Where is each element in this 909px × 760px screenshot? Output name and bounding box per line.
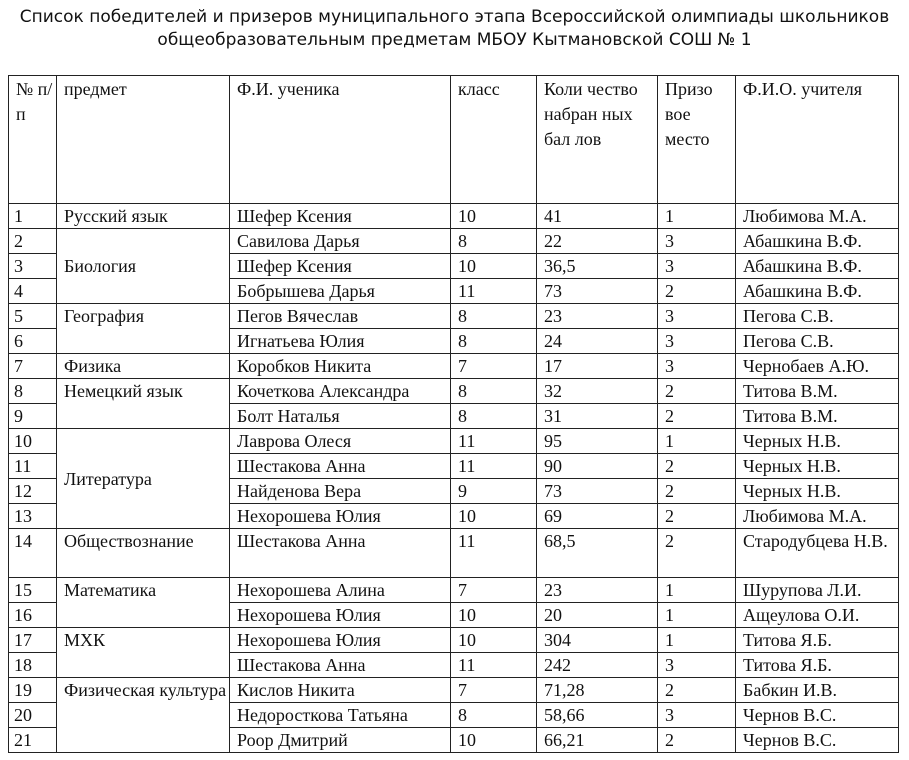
cell-place: 1 <box>658 578 736 603</box>
cell-place: 3 <box>658 229 736 254</box>
cell-student: Шестакова Анна <box>230 529 451 578</box>
cell-place: 3 <box>658 703 736 728</box>
cell-place: 2 <box>658 504 736 529</box>
cell-student: Игнатьева Юлия <box>230 329 451 354</box>
cell-grade: 8 <box>451 703 537 728</box>
cell-place: 1 <box>658 429 736 454</box>
cell-num: 21 <box>9 728 57 753</box>
cell-num: 2 <box>9 229 57 254</box>
cell-student: Роор Дмитрий <box>230 728 451 753</box>
cell-score: 73 <box>537 279 658 304</box>
table-row <box>9 229 899 254</box>
cell-score: 23 <box>537 304 658 329</box>
cell-grade: 10 <box>451 504 537 529</box>
table-header-row <box>9 76 899 204</box>
cell-teacher: Титова В.М. <box>736 404 899 429</box>
cell-num: 6 <box>9 329 57 354</box>
title-line-2: общеобразовательным предметам МБОУ Кытмановской СОШ № 1 <box>157 30 752 50</box>
cell-teacher: Стародубцева Н.В. <box>736 529 899 578</box>
cell-place: 3 <box>658 354 736 379</box>
cell-student: Шестакова Анна <box>230 454 451 479</box>
cell-grade: 11 <box>451 454 537 479</box>
cell-place: 3 <box>658 329 736 354</box>
cell-grade: 8 <box>451 329 537 354</box>
cell-num: 12 <box>9 479 57 504</box>
cell-student: Нехорошева Алина <box>230 578 451 603</box>
cell-student: Шефер Ксения <box>230 204 451 229</box>
cell-score: 69 <box>537 504 658 529</box>
cell-score: 36,5 <box>537 254 658 279</box>
cell-student: Недоросткова Татьяна <box>230 703 451 728</box>
cell-subject: Обществознание <box>57 529 230 578</box>
cell-grade: 11 <box>451 279 537 304</box>
header-student: Ф.И. ученика <box>230 76 451 204</box>
cell-num: 7 <box>9 354 57 379</box>
cell-subject: Литература <box>57 429 230 529</box>
cell-teacher: Пегова С.В. <box>736 304 899 329</box>
cell-student: Лаврова Олеся <box>230 429 451 454</box>
cell-subject: Математика <box>57 578 230 628</box>
cell-grade: 11 <box>451 529 537 578</box>
cell-student: Нехорошева Юлия <box>230 628 451 653</box>
cell-grade: 10 <box>451 254 537 279</box>
cell-grade: 10 <box>451 204 537 229</box>
cell-teacher: Пегова С.В. <box>736 329 899 354</box>
header-place: Призо вое место <box>658 76 736 204</box>
cell-score: 32 <box>537 379 658 404</box>
cell-student: Шефер Ксения <box>230 254 451 279</box>
cell-num: 18 <box>9 653 57 678</box>
cell-teacher: Чернов В.С. <box>736 728 899 753</box>
cell-teacher: Титова Я.Б. <box>736 653 899 678</box>
cell-num: 14 <box>9 529 57 578</box>
cell-num: 20 <box>9 703 57 728</box>
cell-subject: География <box>57 304 230 354</box>
cell-num: 9 <box>9 404 57 429</box>
cell-place: 3 <box>658 653 736 678</box>
cell-place: 2 <box>658 404 736 429</box>
cell-num: 4 <box>9 279 57 304</box>
cell-num: 8 <box>9 379 57 404</box>
cell-score: 23 <box>537 578 658 603</box>
cell-num: 13 <box>9 504 57 529</box>
document-title <box>0 6 909 52</box>
cell-student: Нехорошева Юлия <box>230 504 451 529</box>
cell-student: Коробков Никита <box>230 354 451 379</box>
cell-score: 22 <box>537 229 658 254</box>
cell-score: 90 <box>537 454 658 479</box>
table-row <box>9 304 899 329</box>
cell-num: 1 <box>9 204 57 229</box>
cell-student: Болт Наталья <box>230 404 451 429</box>
table-row <box>9 379 899 404</box>
cell-score: 31 <box>537 404 658 429</box>
cell-num: 11 <box>9 454 57 479</box>
cell-score: 95 <box>537 429 658 454</box>
cell-grade: 10 <box>451 728 537 753</box>
cell-teacher: Абашкина В.Ф. <box>736 229 899 254</box>
cell-place: 3 <box>658 304 736 329</box>
cell-score: 71,28 <box>537 678 658 703</box>
cell-grade: 9 <box>451 479 537 504</box>
cell-place: 1 <box>658 204 736 229</box>
cell-grade: 7 <box>451 678 537 703</box>
cell-subject: Физика <box>57 354 230 379</box>
cell-grade: 8 <box>451 304 537 329</box>
winners-table <box>8 75 899 753</box>
header-grade: класс <box>451 76 537 204</box>
cell-grade: 11 <box>451 429 537 454</box>
cell-subject: МХК <box>57 628 230 678</box>
cell-num: 19 <box>9 678 57 703</box>
cell-teacher: Черных Н.В. <box>736 479 899 504</box>
cell-score: 73 <box>537 479 658 504</box>
cell-place: 2 <box>658 379 736 404</box>
cell-place: 2 <box>658 728 736 753</box>
cell-score: 58,66 <box>537 703 658 728</box>
cell-score: 24 <box>537 329 658 354</box>
cell-num: 17 <box>9 628 57 653</box>
cell-teacher: Абашкина В.Ф. <box>736 254 899 279</box>
cell-num: 15 <box>9 578 57 603</box>
title-line-1: Список победителей и призеров муниципального этапа Всероссийской олимпиады школьников <box>19 7 890 27</box>
cell-place: 2 <box>658 529 736 578</box>
cell-score: 304 <box>537 628 658 653</box>
cell-teacher: Черных Н.В. <box>736 429 899 454</box>
cell-teacher: Чернов В.С. <box>736 703 899 728</box>
cell-subject: Немецкий язык <box>57 379 230 429</box>
table-row <box>9 628 899 653</box>
cell-teacher: Любимова М.А. <box>736 204 899 229</box>
cell-place: 1 <box>658 603 736 628</box>
cell-teacher: Любимова М.А. <box>736 504 899 529</box>
cell-student: Кислов Никита <box>230 678 451 703</box>
table-row <box>9 354 899 379</box>
cell-subject: Русский язык <box>57 204 230 229</box>
cell-grade: 10 <box>451 628 537 653</box>
cell-teacher: Абашкина В.Ф. <box>736 279 899 304</box>
cell-grade: 10 <box>451 603 537 628</box>
cell-grade: 7 <box>451 354 537 379</box>
cell-teacher: Чернобаев А.Ю. <box>736 354 899 379</box>
table-row <box>9 529 899 578</box>
header-score: Коли чество набран ных бал лов <box>537 76 658 204</box>
cell-num: 10 <box>9 429 57 454</box>
cell-score: 41 <box>537 204 658 229</box>
table-row <box>9 678 899 703</box>
cell-subject: Биология <box>57 229 230 304</box>
cell-teacher: Черных Н.В. <box>736 454 899 479</box>
cell-score: 66,21 <box>537 728 658 753</box>
header-num: № п/п <box>9 76 57 204</box>
header-subject: предмет <box>57 76 230 204</box>
cell-grade: 8 <box>451 229 537 254</box>
cell-student: Нехорошева Юлия <box>230 603 451 628</box>
cell-student: Савилова Дарья <box>230 229 451 254</box>
cell-place: 3 <box>658 254 736 279</box>
cell-place: 2 <box>658 454 736 479</box>
cell-grade: 7 <box>451 578 537 603</box>
cell-score: 17 <box>537 354 658 379</box>
cell-grade: 8 <box>451 404 537 429</box>
table-row <box>9 204 899 229</box>
cell-score: 68,5 <box>537 529 658 578</box>
cell-subject: Физическая культура <box>57 678 230 753</box>
cell-student: Пегов Вячеслав <box>230 304 451 329</box>
cell-teacher: Ащеулова О.И. <box>736 603 899 628</box>
cell-teacher: Бабкин И.В. <box>736 678 899 703</box>
cell-grade: 11 <box>451 653 537 678</box>
cell-student: Найденова Вера <box>230 479 451 504</box>
cell-num: 3 <box>9 254 57 279</box>
cell-teacher: Титова Я.Б. <box>736 628 899 653</box>
table-row <box>9 578 899 603</box>
cell-student: Бобрышева Дарья <box>230 279 451 304</box>
cell-num: 5 <box>9 304 57 329</box>
cell-num: 16 <box>9 603 57 628</box>
cell-place: 2 <box>658 678 736 703</box>
table-row <box>9 429 899 454</box>
cell-score: 242 <box>537 653 658 678</box>
cell-place: 2 <box>658 479 736 504</box>
header-teacher: Ф.И.О. учителя <box>736 76 899 204</box>
cell-place: 1 <box>658 628 736 653</box>
cell-student: Шестакова Анна <box>230 653 451 678</box>
cell-teacher: Титова В.М. <box>736 379 899 404</box>
cell-student: Кочеткова Александра <box>230 379 451 404</box>
cell-place: 2 <box>658 279 736 304</box>
cell-score: 20 <box>537 603 658 628</box>
cell-grade: 8 <box>451 379 537 404</box>
cell-teacher: Шурупова Л.И. <box>736 578 899 603</box>
